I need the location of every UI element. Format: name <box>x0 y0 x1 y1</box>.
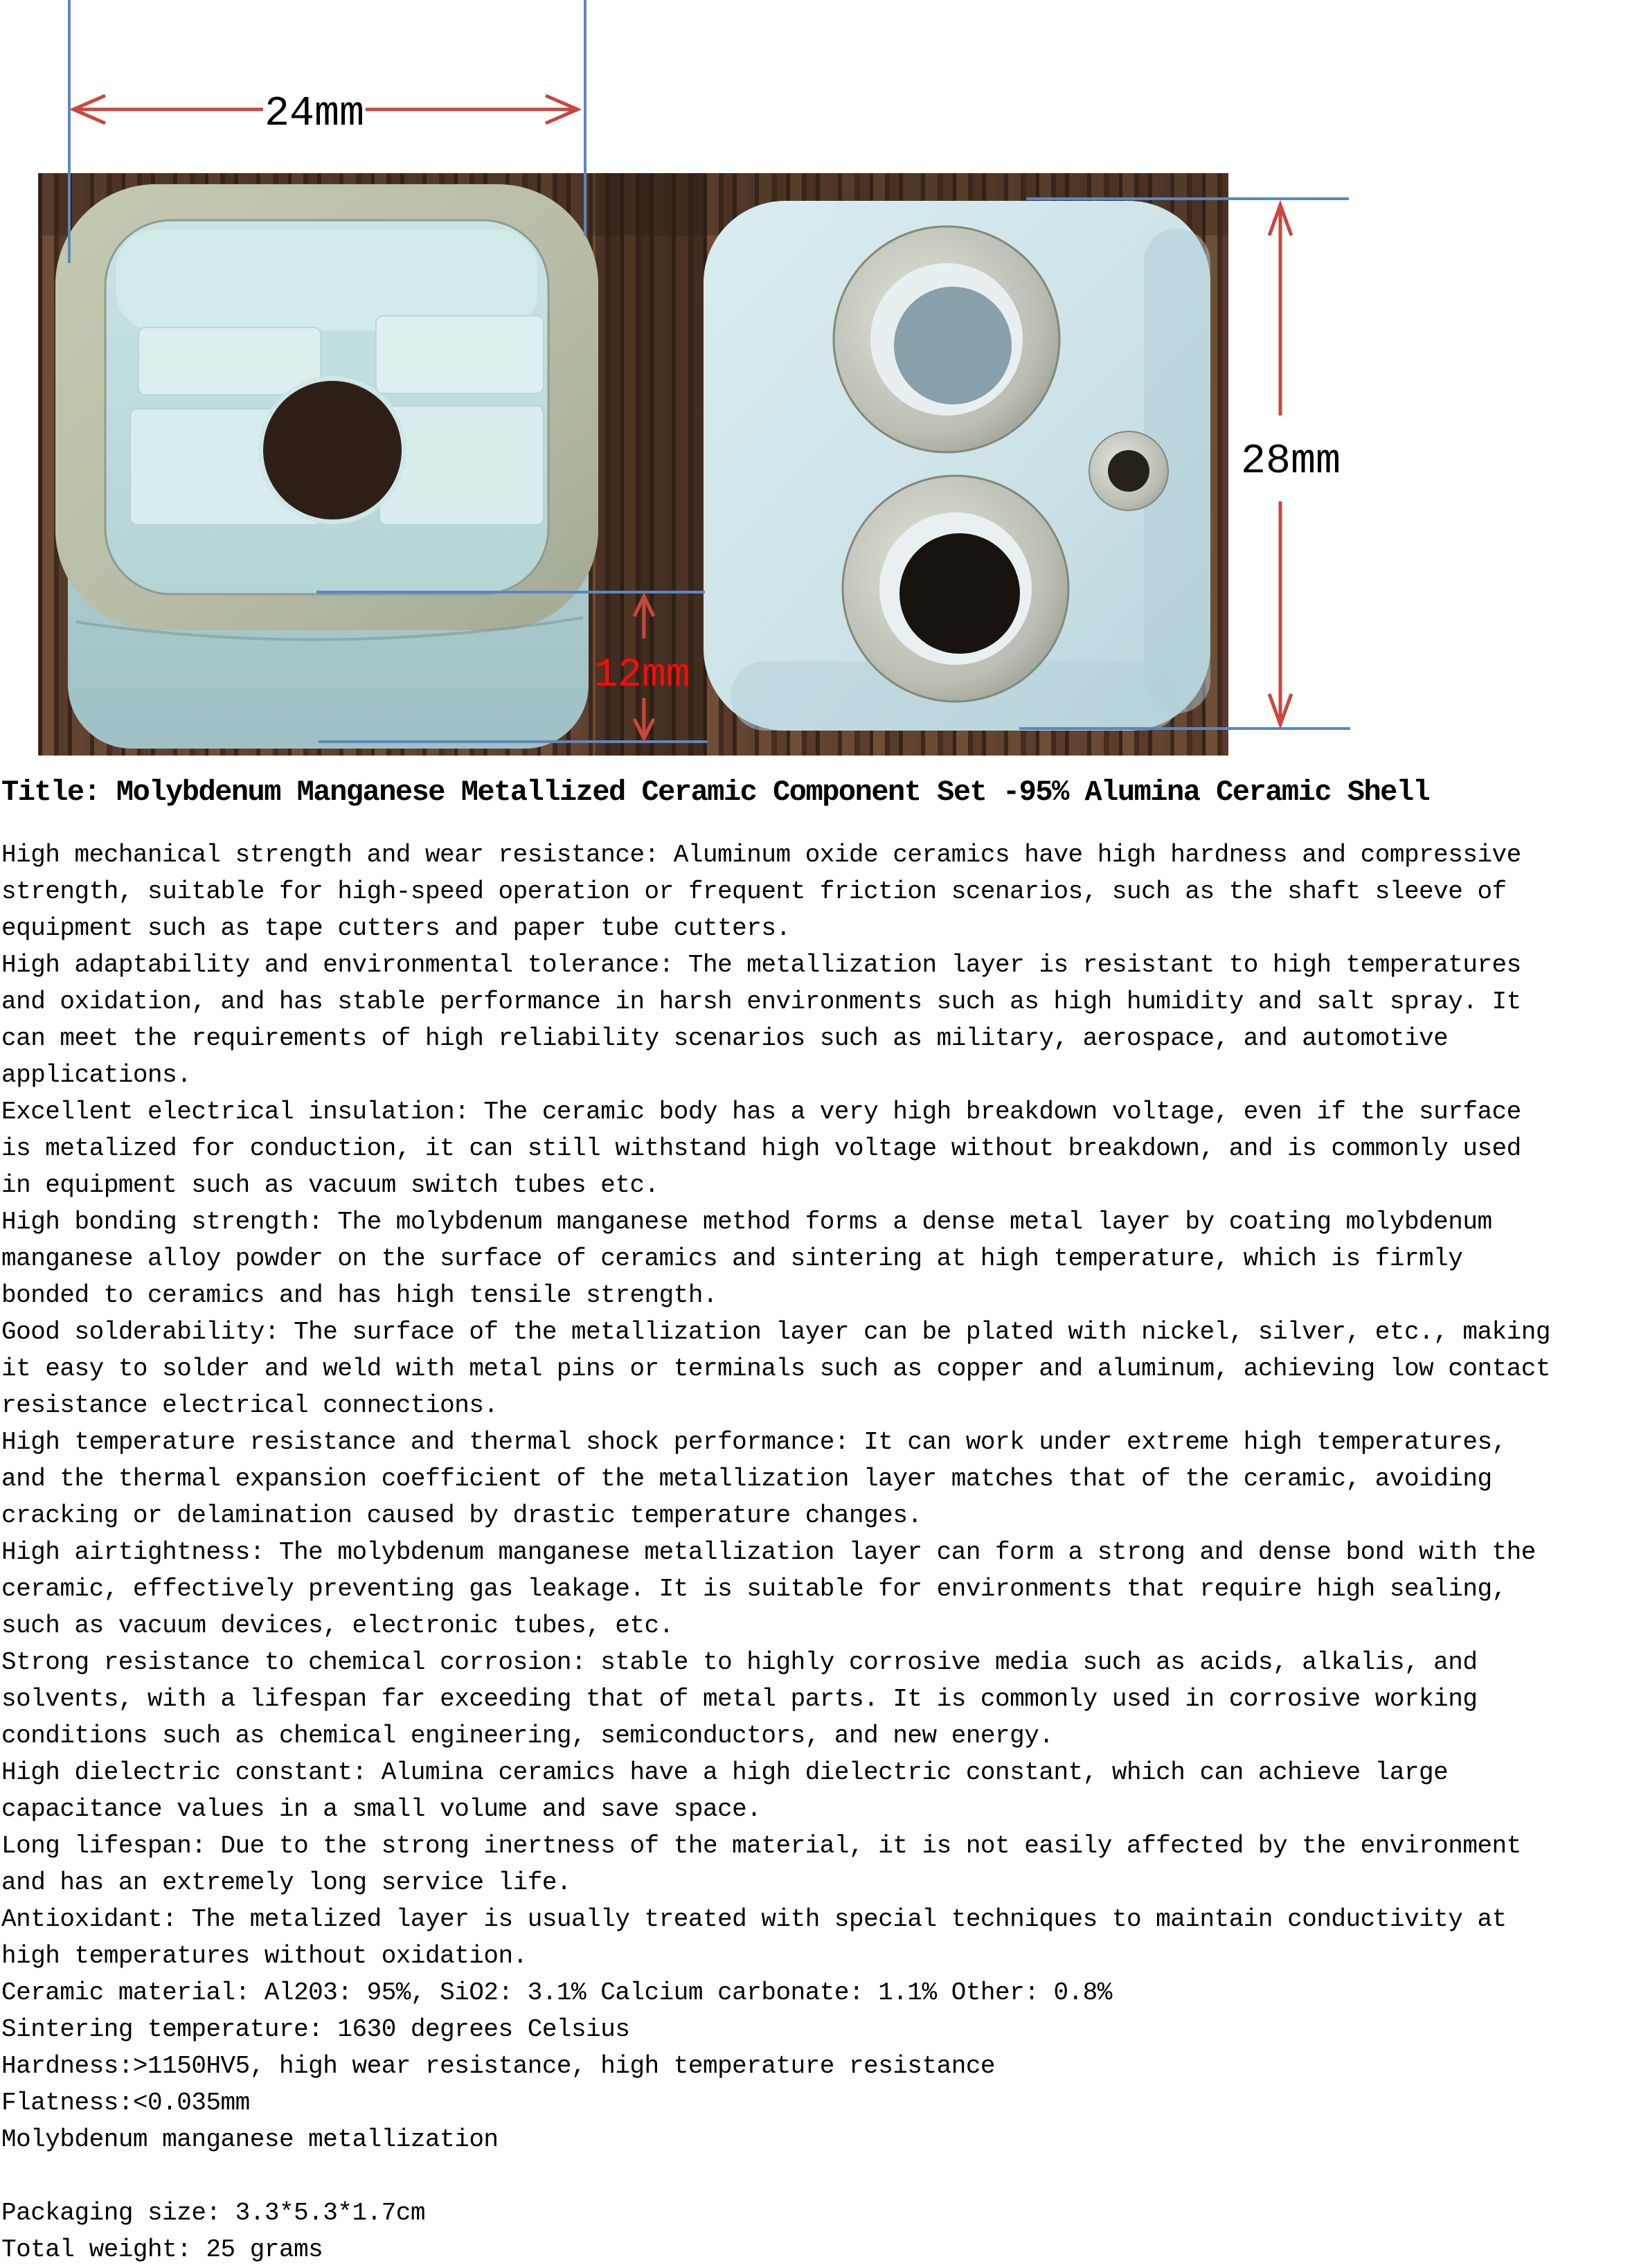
body-line <box>1 2158 1638 2195</box>
body-line: Good solderability: The surface of the metallization layer can be plated with nickel, silver, etc., making <box>1 1318 1550 1346</box>
body-line: Molybdenum manganese metallization <box>1 2125 499 2154</box>
body-line: Long lifespan: Due to the strong inertness of the material, it is not easily affected by the environment <box>1 1832 1521 1860</box>
body-line: Ceramic material: Al203: 95%, SiO2: 3.1% Calcium carbonate: 1.1% Other: 0.8% <box>1 1979 1112 2007</box>
body-line: in equipment such as vacuum switch tubes etc. <box>1 1171 659 1199</box>
body-line: and oxidation, and has stable performance in harsh environments such as high humidity and salt spray. It <box>1 988 1521 1016</box>
body-line: is metalized for conduction, it can still withstand high voltage without breakdown, and is commonly used <box>1 1134 1521 1163</box>
terminal-hole-top <box>894 287 1012 404</box>
body-line: equipment such as tape cutters and paper tube cutters. <box>1 914 791 943</box>
open-shell <box>55 184 598 749</box>
body-line: High dielectric constant: Alumina ceramics have a high dielectric constant, which can achieve large <box>1 1758 1449 1787</box>
body-line: Excellent electrical insulation: The ceramic body has a very high breakdown voltage, even if the surface <box>1 1098 1521 1126</box>
body-line: cracking or delamination caused by drastic temperature changes. <box>1 1501 922 1530</box>
shell-block <box>138 328 321 395</box>
body-line: such as vacuum devices, electronic tubes, etc. <box>1 1611 674 1640</box>
body-line: Total weight: 25 grams <box>1 2235 323 2264</box>
body-line: and has an extremely long service life. <box>1 1868 572 1897</box>
body-line: Sintering temperature: 1630 degrees Celsius <box>1 2015 630 2044</box>
product-description <box>1 837 1638 2268</box>
body-line: applications. <box>1 1061 192 1089</box>
body-line: solvents, with a lifespan far exceeding that of metal parts. It is commonly used in corrosive working <box>1 1685 1478 1713</box>
body-line: strength, suitable for high-speed operation or frequent friction scenarios, such as the shaft sleeve of <box>1 877 1507 906</box>
body-line: High temperature resistance and thermal shock performance: It can work under extreme high temperatures, <box>1 1428 1507 1456</box>
body-line: High airtightness: The molybdenum manganese metallization layer can form a strong and dense bond with the <box>1 1538 1536 1566</box>
closed-shell <box>704 201 1210 731</box>
open-shell-center-hole <box>263 381 402 519</box>
body-line: resistance electrical connections. <box>1 1391 499 1420</box>
thickness-dimension-label: 12mm <box>593 653 690 698</box>
body-line: Flatness:<0.035mm <box>1 2089 250 2117</box>
shell-block <box>376 316 544 393</box>
body-line: Antioxidant: The metalized layer is usually treated with special techniques to maintain conductivity at <box>1 1905 1507 1934</box>
body-line: can meet the requirements of high reliability scenarios such as military, aerospace, and automotive <box>1 1024 1449 1053</box>
height-dimension-label: 28mm <box>1240 438 1341 485</box>
body-line: bonded to ceramics and has high tensile strength. <box>1 1281 718 1310</box>
body-line: ceramic, effectively preventing gas leakage. It is suitable for environments that require high sealing, <box>1 1575 1507 1603</box>
width-dimension-label: 24mm <box>264 91 365 138</box>
body-line: high temperatures without oxidation. <box>1 1942 528 1970</box>
body-line: it easy to solder and weld with metal pins or terminals such as copper and aluminum, achieving low contact <box>1 1355 1550 1383</box>
body-line: manganese alloy powder on the surface of ceramics and sintering at high temperature, which is firmly <box>1 1244 1463 1273</box>
page-title: Title: Molybdenum Manganese Metallized Ceramic Component Set -95% Alumina Ceramic Shell <box>1 776 1430 809</box>
body-line: Hardness:>1150HV5, high wear resistance, high temperature resistance <box>1 2052 996 2080</box>
body-line: Strong resistance to chemical corrosion: stable to highly corrosive media such as acids, alkalis, and <box>1 1648 1478 1677</box>
body-line: High adaptability and environmental tolerance: The metallization layer is resistant to high temperatures <box>1 951 1521 979</box>
terminal-hole-bottom <box>899 533 1020 654</box>
vent-hole <box>1108 450 1149 492</box>
body-line: Packaging size: 3.3*5.3*1.7cm <box>1 2199 426 2227</box>
body-line: capacitance values in a small volume and save space. <box>1 1795 762 1823</box>
product-photo <box>0 0 1639 762</box>
body-line: and the thermal expansion coefficient of the metallization layer matches that of the ceramic, avoiding <box>1 1465 1492 1493</box>
body-line: High mechanical strength and wear resistance: Aluminum oxide ceramics have high hardness and compressive <box>1 841 1521 869</box>
body-line: conditions such as chemical engineering, semiconductors, and new energy. <box>1 1722 1054 1750</box>
body-line: High bonding strength: The molybdenum manganese method forms a dense metal layer by coating molybdenum <box>1 1208 1492 1236</box>
